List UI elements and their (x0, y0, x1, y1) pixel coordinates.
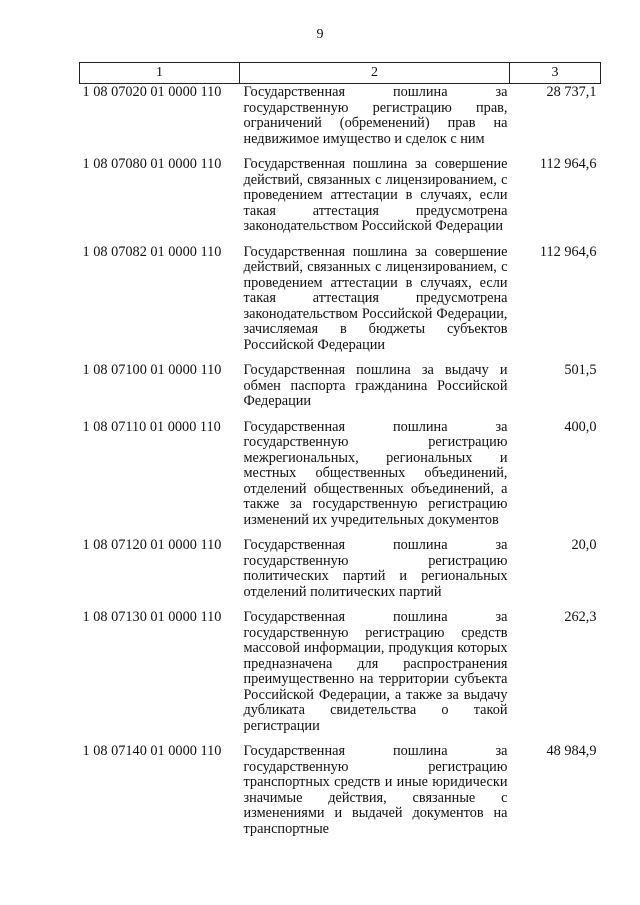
header-row (80, 63, 601, 84)
table-row (80, 528, 601, 600)
table-row (80, 600, 601, 734)
revenue-description: Государственная пошлина за государственную регистрацию средств массовой информации, продукция которых предназначена для распространения преимущественно на территории субъекта Российской Федерации, а также за выдачу дубликата свидетельства о такой регистрации (243, 609, 508, 734)
revenue-description: Государственная пошлина за государственную регистрацию межрегиональных, региональных и местных общественных объединений, отделений общественных объединений, а также за государственную регистрацию изменений их учредительных документов (243, 418, 508, 528)
amount-value: 28 737,1 (546, 84, 597, 100)
page-number: 9 (316, 27, 324, 42)
amount-value: 112 964,6 (539, 243, 597, 260)
amount-value: 400,0 (564, 418, 597, 435)
column-header-amount: 3 (510, 63, 601, 84)
budget-code: 1 08 07120 01 0000 110 (82, 537, 222, 553)
budget-code: 1 08 07080 01 0000 110 (82, 156, 222, 172)
table-row (80, 734, 601, 837)
table-body (80, 84, 601, 838)
table-header (80, 63, 601, 84)
budget-code: 1 08 07020 01 0000 110 (82, 84, 222, 100)
table-row (80, 410, 601, 529)
column-header-description: 2 (240, 63, 510, 84)
table-row (80, 147, 601, 235)
amount-value: 48 984,9 (546, 743, 597, 759)
table-row (80, 353, 601, 410)
amount-value: 112 964,6 (539, 156, 597, 172)
amount-value: 20,0 (571, 537, 597, 553)
table-row (80, 235, 601, 354)
revenue-description: Государственная пошлина за государственную регистрацию транспортных средств и иные юридически значимые действия, связанные с изменениями и выдачей документов на транспортные (243, 743, 508, 837)
amount-value: 501,5 (564, 362, 597, 378)
budget-code: 1 08 07130 01 0000 110 (82, 609, 222, 625)
revenue-description: Государственная пошлина за государственную регистрацию прав, ограничений (обременений) прав на недвижимое имущество и сделок с ним (243, 84, 508, 147)
revenue-description: Государственная пошлина за совершение действий, связанных с лицензированием, с проведением аттестации в случаях, если такая аттестация предусмотрена законодательством Российской Федерации (243, 156, 508, 234)
revenue-description: Государственная пошлина за выдачу и обмен паспорта гражданина Российской Федерации (243, 362, 508, 409)
amount-value: 262,3 (564, 609, 597, 625)
revenue-description: Государственная пошлина за государственную регистрацию политических партий и региональных отделений политических партий (243, 537, 508, 600)
revenue-description: Государственная пошлина за совершение действий, связанных с лицензированием, с проведением аттестации в случаях, если такая аттестация предусмотрена законодательством Российской Федерации, зачисляемая в бюджеты субъектов Российской Федерации (243, 243, 508, 353)
budget-code: 1 08 07140 01 0000 110 (82, 743, 222, 759)
budget-table (79, 62, 601, 837)
column-header-code: 1 (80, 63, 240, 84)
budget-code: 1 08 07082 01 0000 110 (82, 243, 222, 260)
budget-code: 1 08 07110 01 0000 110 (82, 418, 221, 435)
table-row (80, 84, 601, 148)
budget-code: 1 08 07100 01 0000 110 (82, 362, 222, 378)
